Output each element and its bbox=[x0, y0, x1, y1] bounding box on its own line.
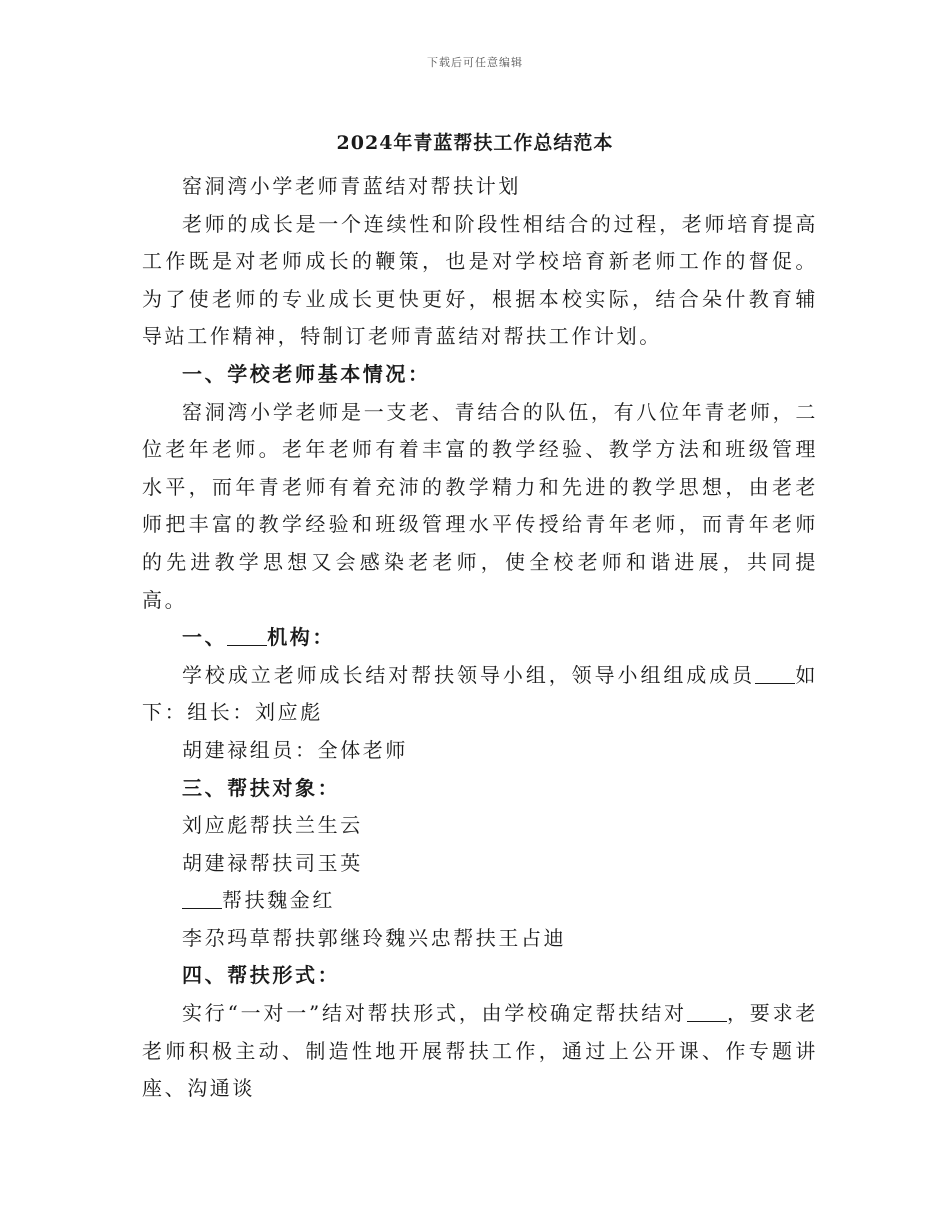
blank-underline bbox=[687, 1001, 727, 1022]
pair3-text: 帮扶魏金红 bbox=[222, 888, 335, 913]
blank-underline bbox=[227, 625, 267, 646]
section1-paragraph: 窑洞湾小学老师是一支老、青结合的队伍，有八位年青老师，二位老年老师。老年老师有着丰富的教学经验、教学方法和班级管理水平，而年青老师有着充沛的教学精力和先进的教学思想，由老老师把丰富的教学经验和班级管理水平传授给青年老师，而青年老师的先进教学思想又会感染老老师，使全校老师和谐进展，共同提高。 bbox=[142, 399, 818, 612]
section2-text-after-blank: 如下：组长：刘应彪 bbox=[142, 662, 819, 725]
document-title: 2024年青蓝帮扶工作总结范本 bbox=[336, 132, 614, 154]
blank-underline bbox=[182, 888, 222, 909]
pair-item: 胡建禄帮扶司玉英 bbox=[182, 850, 363, 875]
plan-subtitle: 窑洞湾小学老师青蓝结对帮扶计划 bbox=[182, 174, 521, 198]
section2-paragraph bbox=[142, 657, 818, 732]
section2-heading bbox=[142, 619, 818, 657]
section4-text-before-blank: 实行“一对一”结对帮扶形式，由学校确定帮扶结对 bbox=[182, 1001, 687, 1026]
pair-item: 刘应彪帮扶兰生云 bbox=[182, 813, 363, 838]
intro-paragraph: 老师的成长是一个连续性和阶段性相结合的过程，老师培育提高工作既是对老师成长的鞭策，也是对学校培育新老师工作的督促。为了使老师的专业成长更快更好，根据本校实际，结合朵什教育辅导站工作精神，特制订老师青蓝结对帮扶工作计划。 bbox=[142, 211, 818, 349]
pair-item bbox=[142, 882, 818, 920]
section3-heading: 三、帮扶对象： bbox=[182, 775, 341, 800]
section1-heading: 一、学校老师基本情况： bbox=[182, 361, 431, 386]
document-body bbox=[142, 168, 818, 1108]
pair-item: 李尕玛草帮扶郭继玲魏兴忠帮扶王占迪 bbox=[182, 925, 567, 950]
section4-heading: 四、帮扶形式： bbox=[182, 963, 341, 988]
download-note: 下载后可任意编辑 bbox=[427, 56, 523, 69]
section4-paragraph bbox=[142, 995, 818, 1108]
blank-underline bbox=[755, 663, 795, 684]
section4-text-after-blank: ，要求老老师积极主动、制造性地开展帮扶工作，通过上公开课、作专题讲座、沟通谈 bbox=[142, 1001, 819, 1101]
section2-members: 胡建禄组员：全体老师 bbox=[182, 737, 408, 762]
section2-heading-prefix: 一、 bbox=[182, 625, 228, 650]
section2-heading-suffix: 机构： bbox=[267, 625, 336, 650]
section2-text-before-blank: 学校成立老师成长结对帮扶领导小组，领导小组组成成员 bbox=[182, 662, 756, 687]
